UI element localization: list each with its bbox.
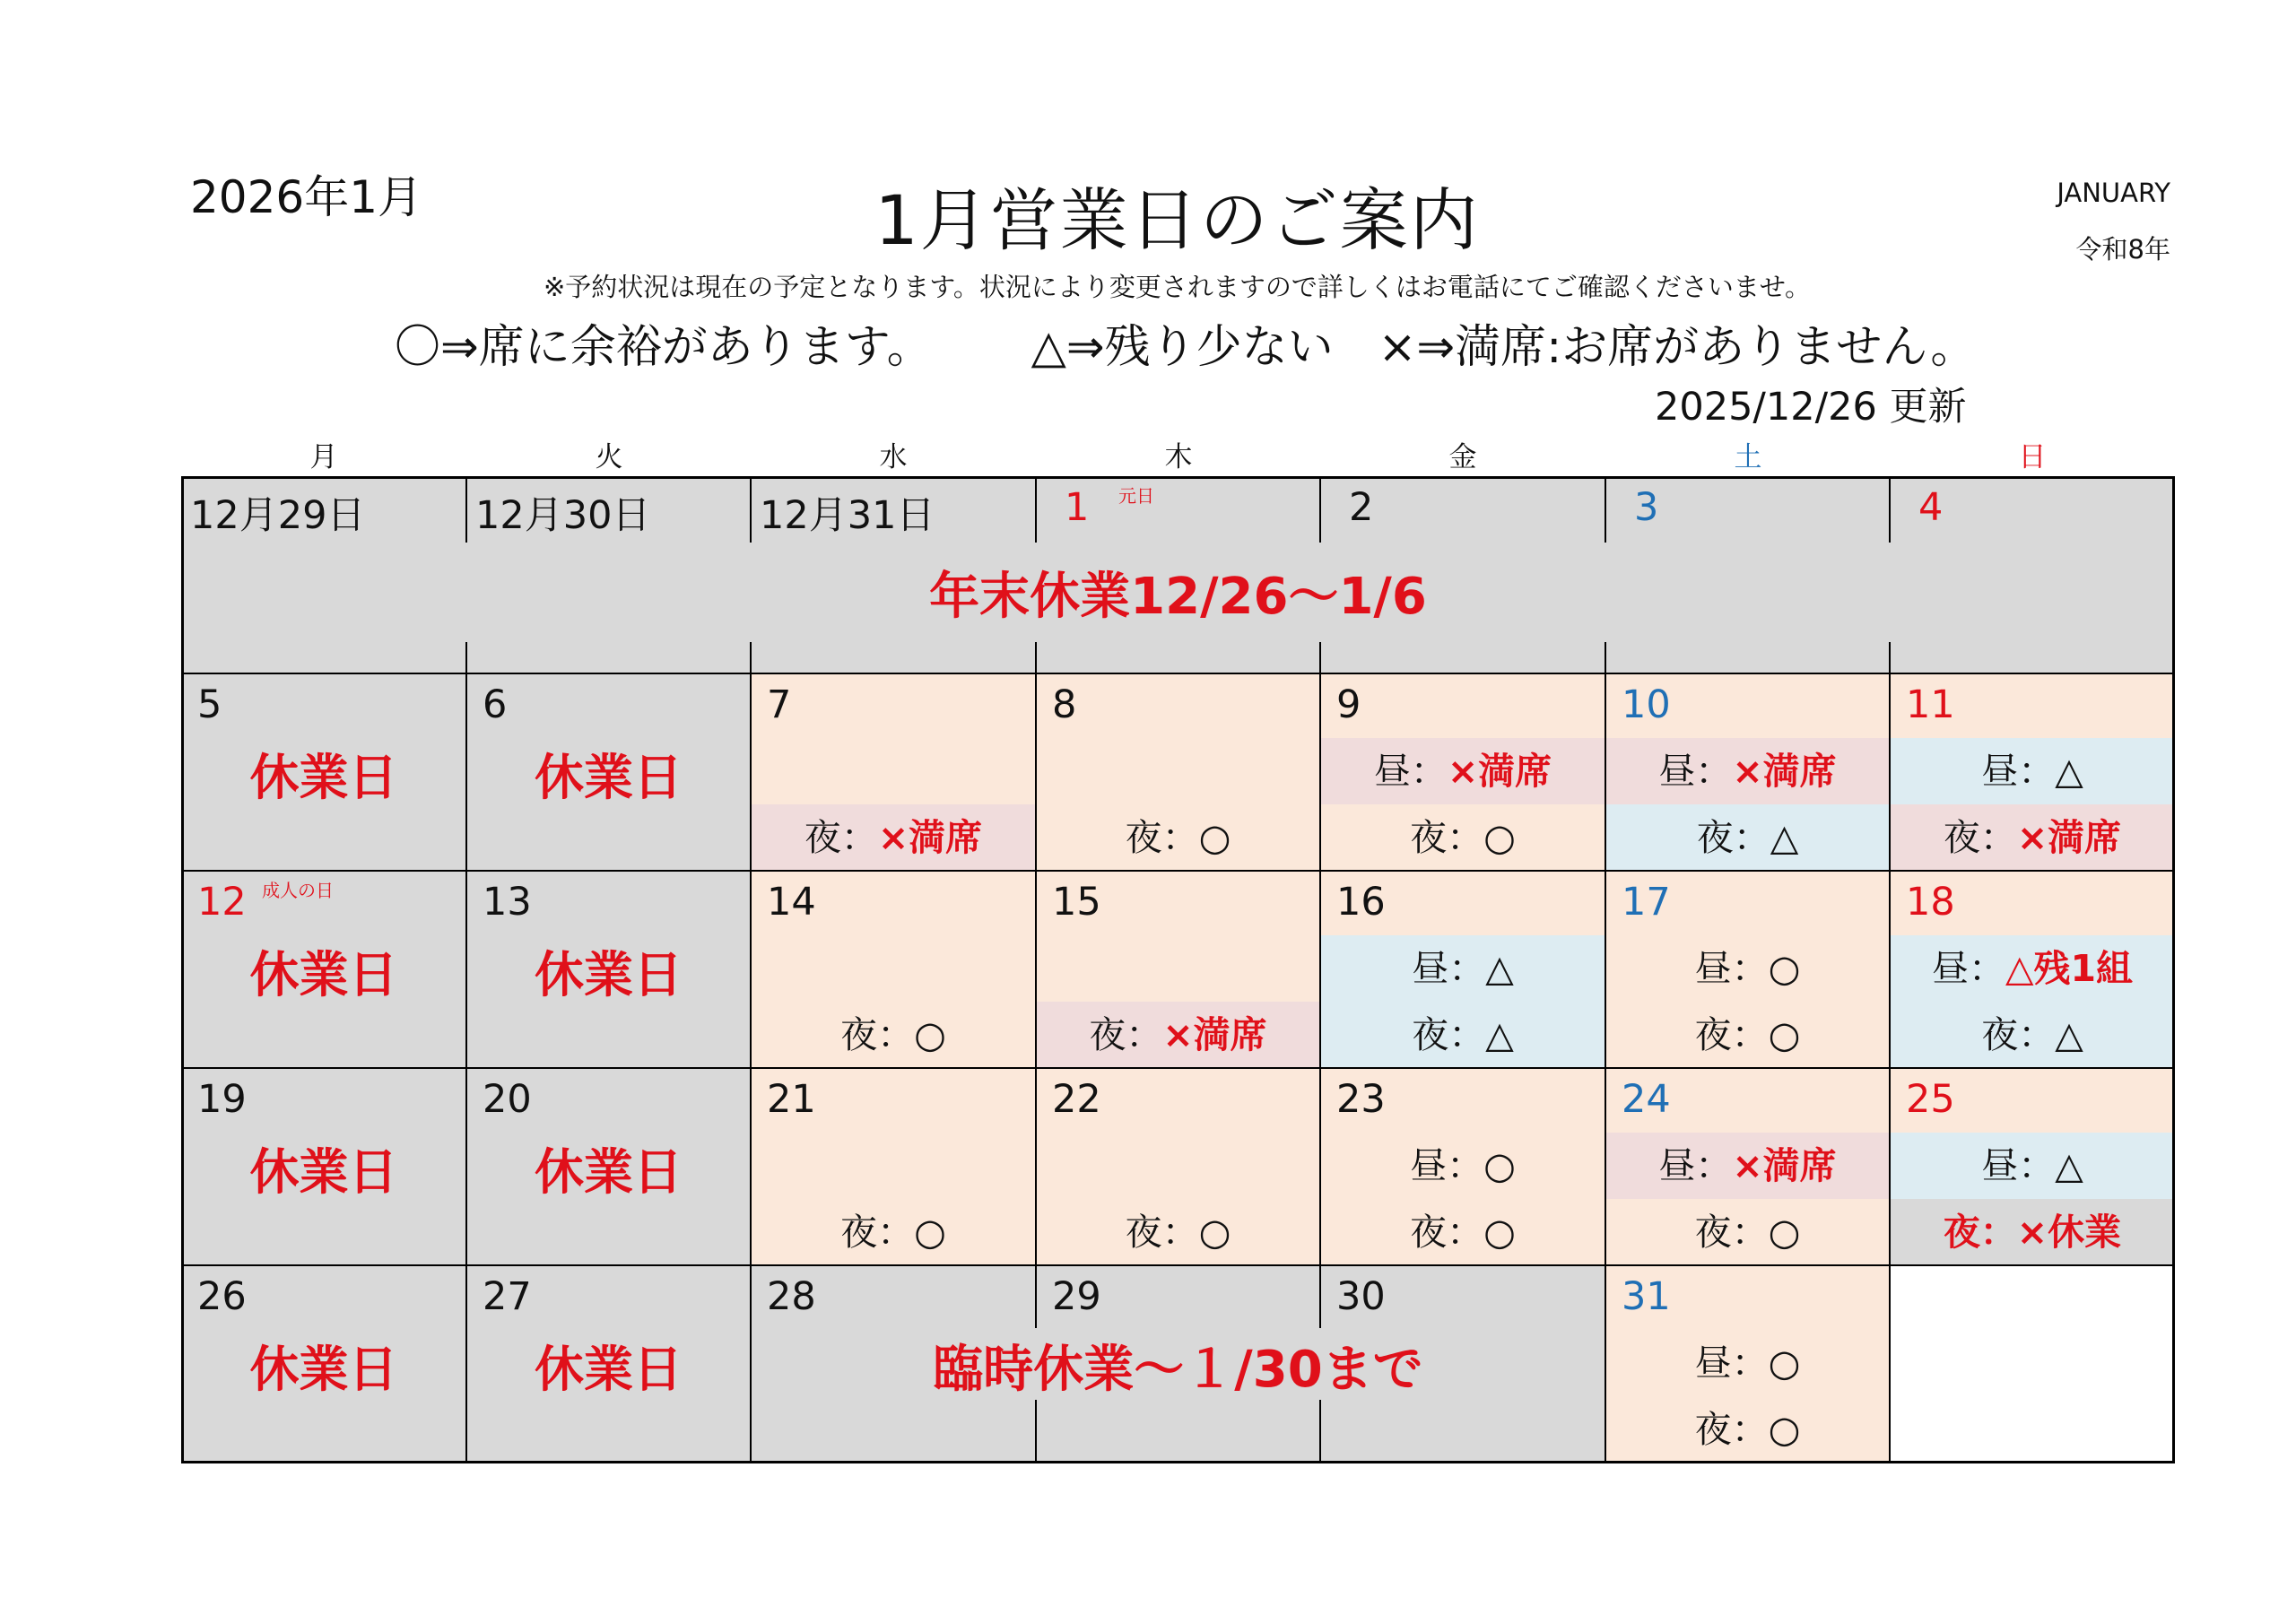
day-number: 25	[1906, 1077, 1955, 1122]
grid-line	[181, 673, 2175, 674]
calendar-day	[181, 673, 466, 871]
dinner-slot	[1320, 804, 1605, 871]
closed-label: 休業日	[534, 749, 683, 806]
day-number: 16	[1336, 880, 1386, 925]
slot-label: 夜：	[1943, 816, 2017, 859]
slot-label: 夜：	[1694, 1211, 1769, 1254]
weekday-sat: 土	[1734, 441, 1762, 473]
dinner-slot	[751, 1199, 1036, 1265]
dinner-slot	[1605, 1002, 1890, 1068]
lunch-slot	[1890, 738, 2175, 804]
grid-line	[750, 673, 752, 1265]
day-number: 12月30日	[475, 493, 651, 538]
slot-label: 夜：	[804, 816, 878, 859]
day-number: 19	[197, 1077, 247, 1122]
legend	[395, 309, 1976, 376]
slot-label: 夜：	[1410, 816, 1484, 859]
day-number: 4	[1918, 485, 1944, 530]
reservation-note: ※予約状況は現在の予定となります。状況により変更されますので詳しくはお電話にてご確認くださいませ。	[543, 272, 1812, 302]
year-month: 2026年1月	[190, 171, 423, 223]
calendar-day	[1890, 871, 2175, 1068]
day-number: 17	[1622, 880, 1671, 925]
day-number: 3	[1634, 485, 1659, 530]
day-number: 12月29日	[190, 493, 366, 538]
dinner-slot	[751, 804, 1036, 871]
slot-status: ×満席	[877, 816, 983, 859]
slot-label: 夜：	[1694, 1013, 1769, 1056]
slot-label: 昼：	[1412, 947, 1486, 990]
closed-label: 休業日	[249, 946, 398, 1003]
calendar-day	[1320, 1068, 1605, 1265]
day-number: 13	[483, 880, 532, 925]
slot-status: ○	[1483, 1144, 1516, 1187]
slot-status: ○	[914, 1211, 946, 1254]
grid-line	[1319, 476, 1321, 543]
day-number: 9	[1336, 682, 1361, 727]
day-number: 12	[197, 880, 247, 925]
day-number: 7	[767, 682, 792, 727]
slot-label: 夜：	[840, 1211, 915, 1254]
slot-status: ○	[1198, 816, 1231, 859]
day-number: 23	[1336, 1077, 1386, 1122]
calendar-day	[1890, 673, 2175, 871]
dinner-slot	[1320, 1199, 1605, 1265]
day-number: 2	[1349, 485, 1374, 530]
slot-status: ×満席	[1732, 1144, 1837, 1187]
grid-line	[750, 476, 752, 543]
day-number: 31	[1622, 1274, 1671, 1319]
slot-status: ○	[1768, 1013, 1801, 1056]
legend-full: ×⇒満席:お席がありません。	[1378, 321, 1977, 374]
closed-label: 休業日	[249, 1341, 398, 1398]
slot-status: ○	[1768, 1211, 1801, 1254]
slot-label: 昼：	[1694, 947, 1769, 990]
calendar-day	[1036, 1068, 1320, 1265]
grid-line	[1889, 1265, 1891, 1463]
dinner-slot: 夜：×休業	[1890, 1199, 2175, 1265]
month-english: JANUARY	[2057, 178, 2170, 208]
grid-line	[181, 1067, 2175, 1069]
grid-line	[465, 1265, 467, 1463]
grid-line	[181, 476, 2175, 479]
day-number: 15	[1052, 880, 1101, 925]
legend-few-left: △⇒残り少ない	[1031, 321, 1334, 374]
slot-status: △	[1770, 816, 1799, 859]
calendar-day	[466, 871, 751, 1068]
slot-status: ×満席	[1162, 1013, 1267, 1056]
slot-status: △	[2055, 1013, 2083, 1056]
holiday-label: 元日	[1118, 485, 1154, 507]
grid-line	[465, 476, 467, 543]
slot-status: ○	[1483, 1211, 1516, 1254]
dinner-slot	[1036, 804, 1320, 871]
dinner-slot	[1890, 1002, 2175, 1068]
closed-label: 休業日	[534, 946, 683, 1003]
slot-label: 夜：	[1981, 1013, 2056, 1056]
lunch-slot	[1605, 1330, 1890, 1396]
dinner-slot	[1605, 1199, 1890, 1265]
empty-cell	[1890, 1265, 2175, 1463]
day-number: 12月31日	[760, 493, 935, 538]
holiday-label: 成人の日	[262, 880, 334, 901]
temporary-closure-banner: 臨時休業〜１/30まで	[933, 1341, 1423, 1399]
calendar-grid	[181, 476, 2175, 1463]
slot-label: 夜：	[1694, 1408, 1769, 1451]
grid-line	[1605, 1265, 1606, 1463]
slot-status: ○	[1768, 1342, 1801, 1385]
updated-date: 2025/12/26 更新	[1655, 385, 1967, 430]
grid-line	[1319, 1400, 1321, 1463]
slot-label: 昼：	[1694, 1342, 1769, 1385]
slot-status: ○	[1768, 1408, 1801, 1451]
lunch-slot	[1890, 935, 2175, 1002]
closed-label: 休業日	[249, 1143, 398, 1201]
day-number: 20	[483, 1077, 532, 1122]
slot-status: ×満席	[2016, 816, 2122, 859]
slot-label: 夜：	[840, 1013, 915, 1056]
slot-label: 昼：	[1931, 947, 2005, 990]
calendar-day	[1605, 673, 1890, 871]
lunch-slot	[1320, 1133, 1605, 1199]
grid-line	[1035, 673, 1037, 1265]
grid-line	[1605, 642, 1606, 673]
day-number: 26	[197, 1274, 247, 1319]
slot-status: ×満席	[1732, 750, 1837, 793]
slot-status: ○	[914, 1013, 946, 1056]
calendar-day	[1605, 871, 1890, 1068]
weekday-sun: 日	[2018, 441, 2047, 473]
calendar-day	[181, 1265, 466, 1463]
grid-line	[1035, 1400, 1037, 1463]
weekday-wed: 水	[879, 441, 908, 473]
day-number: 18	[1906, 880, 1955, 925]
calendar-day	[466, 1265, 751, 1463]
day-number: 8	[1052, 682, 1077, 727]
calendar-day	[1036, 673, 1320, 871]
grid-line	[1319, 673, 1321, 1265]
weekday-fri: 金	[1448, 441, 1477, 473]
legend-available: 〇⇒席に余裕があります。	[395, 321, 933, 374]
grid-line	[1035, 476, 1037, 543]
day-number: 28	[767, 1274, 816, 1319]
day-number: 1	[1065, 485, 1090, 530]
grid-line	[181, 1461, 2175, 1463]
calendar-day	[1605, 1068, 1890, 1265]
dinner-slot	[1605, 804, 1890, 871]
grid-line	[181, 870, 2175, 872]
closed-label: 休業日	[249, 749, 398, 806]
slot-label: 昼：	[1981, 750, 2056, 793]
grid-line	[181, 1264, 2175, 1266]
day-number: 21	[767, 1077, 816, 1122]
day-number: 30	[1336, 1274, 1386, 1319]
slot-status: ×満席	[1447, 750, 1552, 793]
calendar-day	[1605, 1265, 1890, 1463]
grid-line	[1035, 1265, 1037, 1328]
calendar-day	[751, 673, 1036, 871]
closed-label: 休業日	[534, 1143, 683, 1201]
day-number: 27	[483, 1274, 532, 1319]
slot-status: △	[2055, 750, 2083, 793]
day-number: 10	[1622, 682, 1671, 727]
day-number: 14	[767, 880, 816, 925]
slot-label: 昼：	[1373, 750, 1448, 793]
calendar-day	[1320, 871, 1605, 1068]
grid-line	[1889, 642, 1891, 673]
grid-line	[750, 642, 752, 673]
slot-status: △	[1485, 1013, 1514, 1056]
page-title: 1月営業日のご案内	[874, 180, 1480, 260]
grid-line	[465, 673, 467, 1265]
weekday-mon: 月	[309, 441, 338, 473]
dinner-slot	[1605, 1396, 1890, 1463]
grid-line	[750, 1265, 752, 1463]
closed-label: 休業日	[534, 1341, 683, 1398]
slot-status: ○	[1198, 1211, 1231, 1254]
lunch-slot	[1320, 738, 1605, 804]
dinner-slot	[1036, 1199, 1320, 1265]
grid-line	[1889, 476, 1891, 543]
slot-label: 夜：	[1410, 1211, 1484, 1254]
calendar-day	[1320, 673, 1605, 871]
day-number: 11	[1906, 682, 1955, 727]
grid-line	[2172, 476, 2175, 1463]
grid-line	[1035, 642, 1037, 673]
dinner-slot	[1036, 1002, 1320, 1068]
grid-line	[1605, 673, 1606, 1265]
slot-status: △	[2055, 1144, 2083, 1187]
slot-label: 夜：	[1089, 1013, 1163, 1056]
grid-line	[1605, 476, 1606, 543]
dinner-slot	[1320, 1002, 1605, 1068]
calendar-day	[1036, 871, 1320, 1068]
dinner-slot	[751, 1002, 1036, 1068]
day-number: 29	[1052, 1274, 1101, 1319]
slot-label: 昼：	[1410, 1144, 1484, 1187]
weekday-thu: 木	[1164, 441, 1193, 473]
slot-label: 夜：	[1696, 816, 1770, 859]
grid-line	[1319, 1265, 1321, 1328]
slot-label: 夜：	[1125, 816, 1199, 859]
calendar-day	[466, 1068, 751, 1265]
slot-label: 夜：	[1412, 1013, 1486, 1056]
day-number: 6	[483, 682, 508, 727]
calendar-day	[1890, 1068, 2175, 1265]
slot-label: 夜：	[1125, 1211, 1199, 1254]
grid-line	[1889, 673, 1891, 1265]
weekday-tue: 火	[595, 441, 623, 473]
calendar-day	[181, 871, 466, 1068]
slot-label: 昼：	[1658, 1144, 1733, 1187]
slot-status: △残1組	[2005, 947, 2134, 990]
lunch-slot	[1605, 935, 1890, 1002]
calendar-day	[181, 1068, 466, 1265]
day-number: 24	[1622, 1077, 1671, 1122]
calendar-day	[466, 673, 751, 871]
grid-line	[465, 642, 467, 673]
calendar-day	[751, 1068, 1036, 1265]
lunch-slot	[1320, 935, 1605, 1002]
lunch-slot	[1605, 738, 1890, 804]
era-year: 令和8年	[2075, 234, 2170, 265]
lunch-slot	[1890, 1133, 2175, 1199]
slot-status: ○	[1768, 947, 1801, 990]
year-end-closure-banner: 年末休業12/26〜1/6	[929, 568, 1427, 626]
grid-line	[181, 476, 184, 1463]
dinner-slot	[1890, 804, 2175, 871]
slot-status: ○	[1483, 816, 1516, 859]
slot-label: 昼：	[1981, 1144, 2056, 1187]
slot-label: 昼：	[1658, 750, 1733, 793]
lunch-slot	[1605, 1133, 1890, 1199]
day-number: 5	[197, 682, 222, 727]
calendar-day	[751, 871, 1036, 1068]
slot-status: △	[1485, 947, 1514, 990]
day-number: 22	[1052, 1077, 1101, 1122]
grid-line	[1319, 642, 1321, 673]
